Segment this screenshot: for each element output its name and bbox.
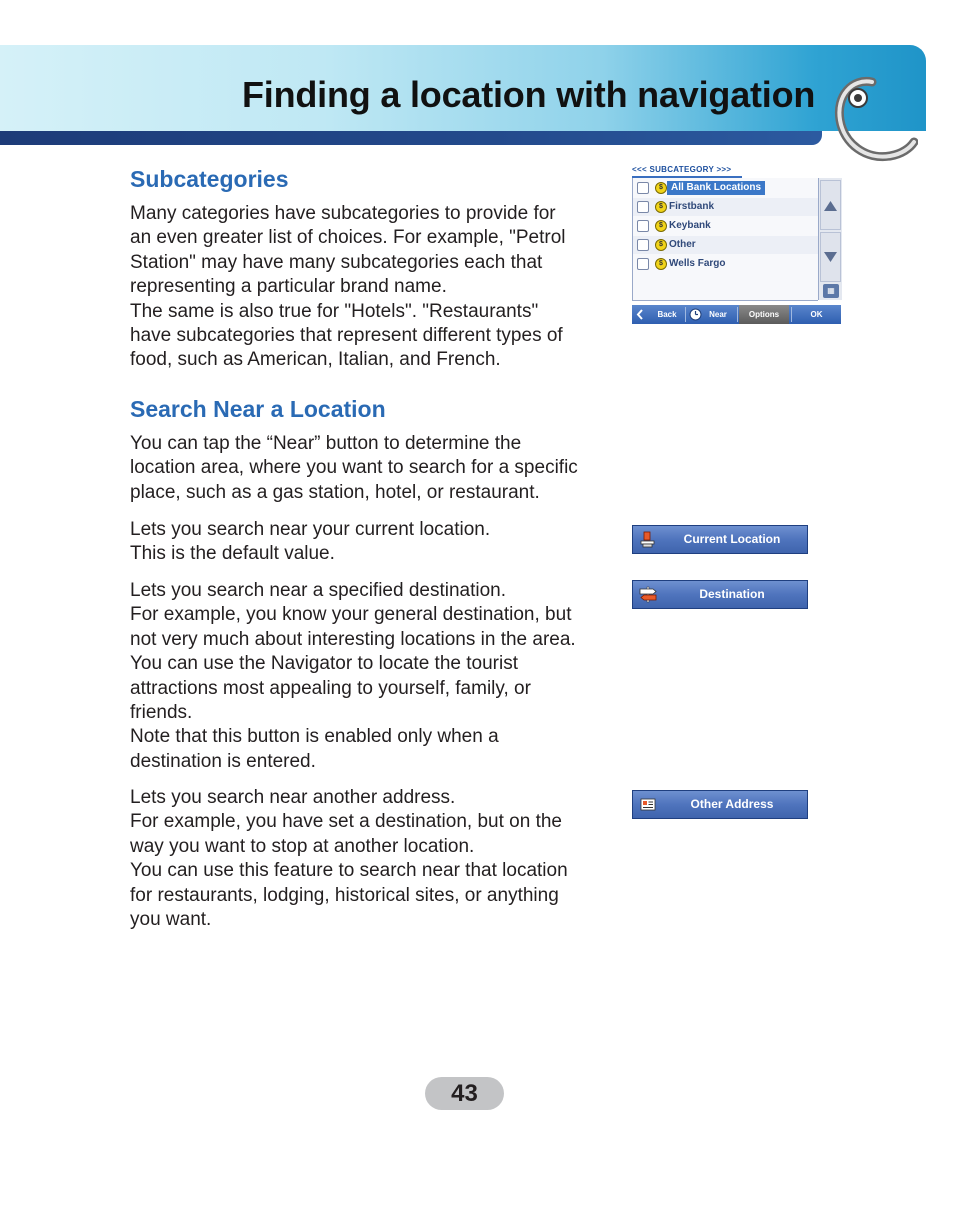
text-line: an even greater list of choices. For example, "Petrol bbox=[130, 227, 566, 249]
text-line: representing a particular brand name. bbox=[130, 276, 447, 298]
checkbox-icon[interactable] bbox=[637, 220, 649, 232]
other-address-description bbox=[130, 786, 630, 932]
destination-description bbox=[130, 579, 630, 774]
text-line: Lets you search near your current location. bbox=[130, 519, 491, 540]
bank-coin-icon: $ bbox=[655, 201, 667, 213]
current-location-button[interactable] bbox=[632, 525, 808, 554]
current-location-label: Current Location bbox=[683, 532, 781, 546]
subcategory-list bbox=[632, 178, 818, 301]
text-line: destination is entered. bbox=[130, 750, 316, 772]
other-address-label: Other Address bbox=[690, 797, 774, 811]
header-underline-bar bbox=[0, 131, 822, 145]
text-line: You can tap the “Near” button to determine the bbox=[130, 433, 522, 454]
text-line: You can use this feature to search near that location bbox=[130, 860, 568, 882]
text-line: place, such as a gas station, hotel, or restaurant. bbox=[130, 481, 540, 503]
current-location-description bbox=[130, 518, 630, 567]
bank-coin-icon: $ bbox=[655, 258, 667, 270]
checkbox-icon[interactable] bbox=[637, 201, 649, 213]
subcategory-item[interactable] bbox=[633, 198, 818, 216]
scroll-down-button[interactable] bbox=[820, 232, 841, 282]
text-line: You can use the Navigator to locate the tourist bbox=[130, 653, 518, 675]
page-number: 43 bbox=[425, 1077, 504, 1110]
page-title: Finding a location with navigation bbox=[242, 74, 816, 115]
back-arrow-icon bbox=[636, 309, 644, 320]
checkbox-icon[interactable] bbox=[637, 182, 649, 194]
device-toolbar bbox=[632, 305, 841, 324]
arrow-up-icon bbox=[821, 181, 840, 229]
near-clock-icon bbox=[689, 308, 702, 321]
destination-signpost-icon bbox=[639, 586, 657, 603]
text-line: food, such as American, Italian, and French. bbox=[130, 349, 501, 371]
text-line: for restaurants, lodging, historical sites, or anything bbox=[130, 884, 559, 906]
subcategory-item-label: All Bank Locations bbox=[667, 181, 765, 195]
keyboard-icon[interactable]: ▦ bbox=[823, 284, 839, 298]
arrow-down-icon bbox=[821, 233, 840, 281]
destination-label: Destination bbox=[699, 587, 765, 601]
bank-coin-icon: $ bbox=[655, 182, 667, 194]
text-line: Lets you search near a specified destination. bbox=[130, 580, 507, 601]
text-line: have subcategories that represent different types of bbox=[130, 325, 563, 347]
binder-ring-icon bbox=[832, 74, 918, 166]
subcategory-item-label: Other bbox=[669, 239, 696, 250]
section-heading-search-near: Search Near a Location bbox=[130, 396, 386, 422]
address-card-icon bbox=[639, 796, 657, 813]
text-line: For example, you have set a destination, but on the bbox=[130, 811, 562, 833]
text-line: location area, where you want to search for a specific bbox=[130, 457, 578, 479]
scroll-up-button[interactable] bbox=[820, 180, 841, 230]
subcategory-item[interactable] bbox=[633, 217, 818, 235]
section-heading-subcategories: Subcategories bbox=[130, 166, 289, 192]
text-line: not very much about interesting locations in the area. bbox=[130, 628, 576, 650]
toolbar-divider bbox=[737, 307, 738, 322]
text-line: For example, you know your general destination, but bbox=[130, 604, 572, 626]
near-button[interactable]: Near bbox=[709, 310, 727, 319]
text-line: Station" may have many subcategories each that bbox=[130, 251, 543, 273]
text-line: attractions most appealing to yourself, family, or bbox=[130, 677, 531, 699]
subcategory-screen-illustration bbox=[632, 164, 841, 324]
text-line: friends. bbox=[130, 702, 193, 724]
toolbar-divider bbox=[685, 307, 686, 322]
text-line: Many categories have subcategories to provide for bbox=[130, 203, 556, 224]
subcategory-item[interactable] bbox=[633, 255, 818, 273]
ok-button[interactable]: OK bbox=[810, 310, 823, 319]
bank-coin-icon: $ bbox=[655, 239, 667, 251]
checkbox-icon[interactable] bbox=[637, 258, 649, 270]
list-scrollbar[interactable] bbox=[818, 178, 842, 300]
destination-button[interactable] bbox=[632, 580, 808, 609]
subcategory-header: <<< SUBCATEGORY >>> bbox=[632, 164, 742, 176]
subcategory-item[interactable] bbox=[633, 179, 818, 197]
text-line: This is the default value. bbox=[130, 543, 335, 565]
subcategory-item-label: Wells Fargo bbox=[669, 258, 726, 269]
current-location-icon bbox=[639, 531, 657, 548]
subcategory-item-label: Keybank bbox=[669, 220, 711, 231]
options-button[interactable]: Options bbox=[739, 305, 789, 324]
subcategories-paragraph bbox=[130, 202, 630, 373]
checkbox-icon[interactable] bbox=[637, 239, 649, 251]
text-line: The same is also true for "Hotels". "Restaurants" bbox=[130, 300, 539, 322]
search-near-intro bbox=[130, 432, 630, 505]
text-line: Lets you search near another address. bbox=[130, 787, 456, 808]
text-line: way you want to stop at another location. bbox=[130, 835, 475, 857]
back-button[interactable]: Back bbox=[657, 310, 677, 319]
text-line: Note that this button is enabled only when a bbox=[130, 726, 499, 748]
bank-coin-icon: $ bbox=[655, 220, 667, 232]
other-address-button[interactable] bbox=[632, 790, 808, 819]
text-line: you want. bbox=[130, 909, 212, 931]
subcategory-item-label: Firstbank bbox=[669, 201, 715, 212]
subcategory-item[interactable] bbox=[633, 236, 818, 254]
